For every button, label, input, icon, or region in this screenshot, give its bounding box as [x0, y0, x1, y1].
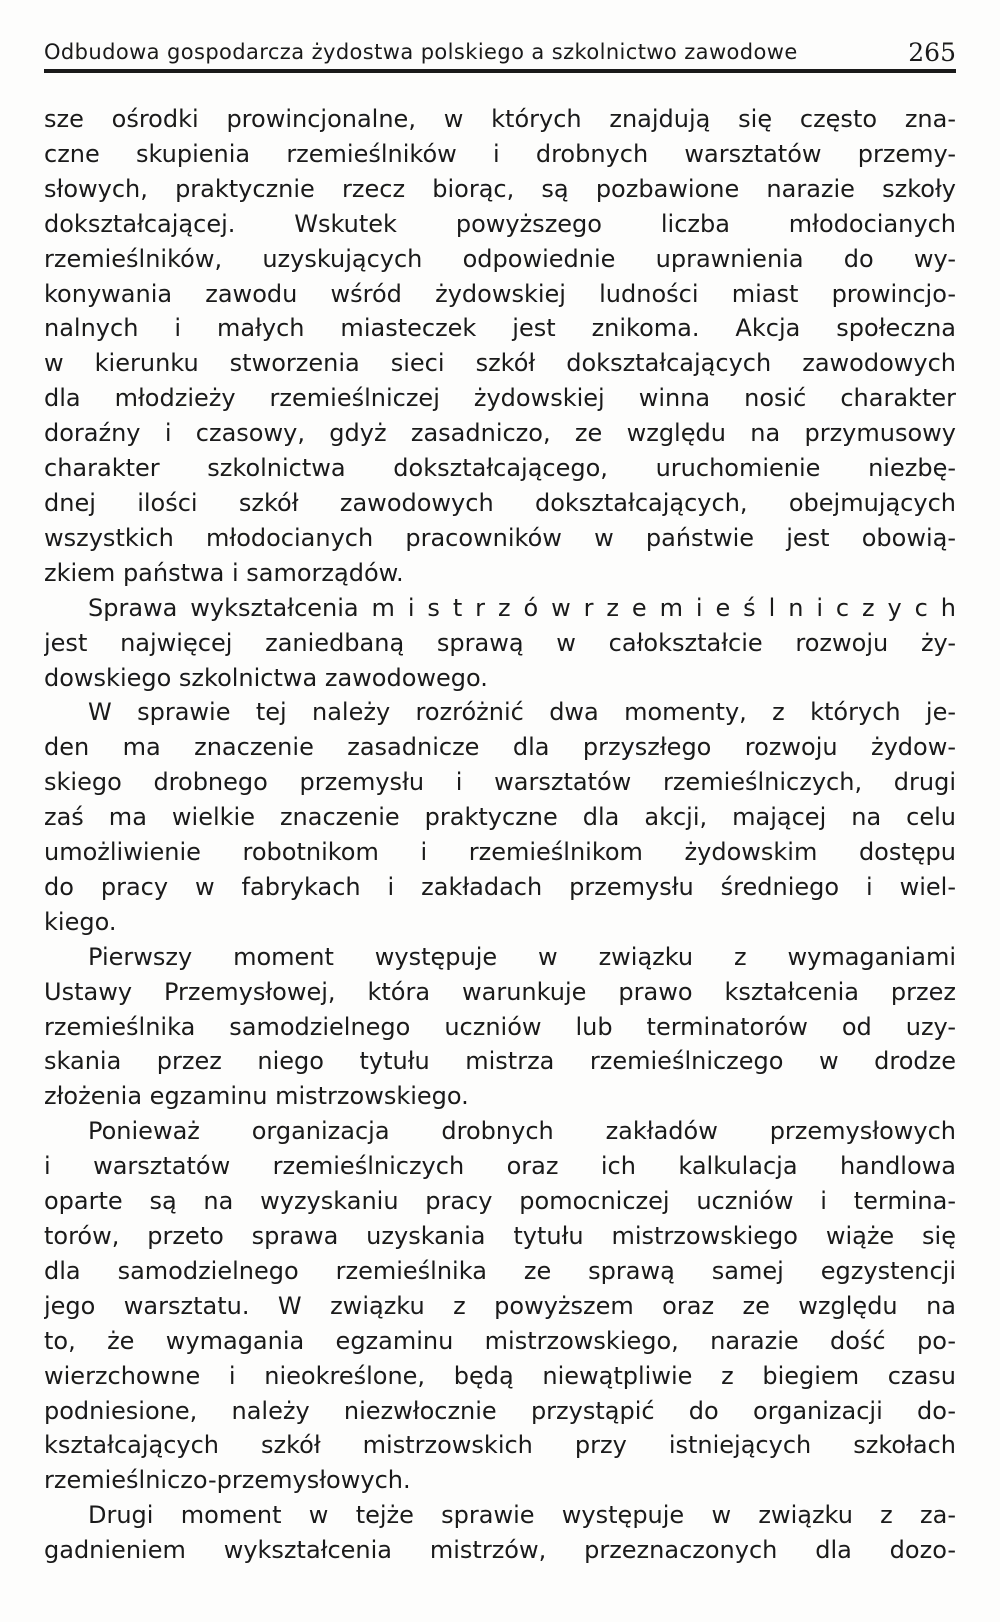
running-title: Odbudowa gospodarcza żydostwa polskiego a szkolnictwo zawodowe	[44, 40, 798, 64]
text-line: rzemieślniczo-przemysłowych.	[44, 1466, 411, 1495]
body-text	[44, 102, 956, 1568]
text-line: to, że wymagania egzaminu mistrzowskiego, narazie dość po-	[44, 1326, 956, 1355]
text-line: skiego drobnego przemysłu i warsztatów rzemieślniczych, drugi	[44, 768, 956, 797]
paragraph-first-line: W sprawie tej należy rozróżnić dwa momenty, z których je-	[88, 698, 956, 727]
text-line: kształcających szkół mistrzowskich przy istniejących szkołach	[44, 1431, 956, 1460]
text-line: słowych, praktycznie rzecz biorąc, są pozbawione narazie szkoły	[44, 174, 956, 203]
text-line: rzemieślnika samodzielnego uczniów lub terminatorów od uzy-	[44, 1012, 956, 1041]
text-line: konywania zawodu wśród żydowskiej ludności miast prowincjo-	[44, 279, 956, 308]
paragraph-first-line: Drugi moment w tejże sprawie występuje w związku z za-	[88, 1501, 956, 1530]
text-line: czne skupienia rzemieślników i drobnych warsztatów przemy-	[44, 139, 956, 168]
text-line: dowskiego szkolnictwa zawodowego.	[44, 663, 488, 692]
text-line: den ma znaczenie zasadnicze dla przyszłego rozwoju żydow-	[44, 733, 956, 762]
running-head	[44, 38, 956, 72]
text-line: i warsztatów rzemieślniczych oraz ich kalkulacja handlowa	[44, 1152, 956, 1181]
text-line: nalnych i małych miasteczek jest znikoma. Akcja społeczna	[44, 314, 956, 343]
text-line: kiego.	[44, 907, 117, 936]
text-line: zaś ma wielkie znaczenie praktyczne dla akcji, mającej na celu	[44, 803, 956, 832]
header-rule	[44, 69, 956, 73]
text-line: sze ośrodki prowincjonalne, w których znajdują się często zna-	[44, 105, 956, 133]
paragraph-first-line: Ponieważ organizacja drobnych zakładów przemysłowych	[88, 1117, 956, 1146]
text-line: gadnieniem wykształcenia mistrzów, przeznaczonych dla dozo-	[44, 1536, 956, 1565]
text-line: złożenia egzaminu mistrzowskiego.	[44, 1082, 469, 1111]
text-line: do pracy w fabrykach i zakładach przemysłu średniego i wiel-	[44, 872, 956, 901]
text-line: zkiem państwa i samorządów.	[44, 558, 404, 587]
text-line: umożliwienie robotnikom i rzemieślnikom żydowskim dostępu	[44, 838, 956, 867]
text-line: podniesione, należy niezwłocznie przystąpić do organizacji do-	[44, 1396, 956, 1425]
text-line: doraźny i czasowy, gdyż zasadniczo, ze względu na przymusowy	[44, 419, 956, 448]
text-line: rzemieślników, uzyskujących odpowiednie uprawnienia do wy-	[44, 244, 956, 273]
paragraph-first-line: Pierwszy moment występuje w związku z wymaganiami	[88, 942, 956, 971]
text-line: dla samodzielnego rzemieślnika ze sprawą samej egzystencji	[44, 1256, 956, 1285]
text-line: jego warsztatu. W związku z powyższem oraz ze względu na	[44, 1291, 956, 1320]
text-line: torów, przeto sprawa uzyskania tytułu mistrzowskiego wiąże się	[44, 1222, 956, 1250]
text-line: oparte są na wyzyskaniu pracy pomocniczej uczniów i termina-	[44, 1187, 956, 1216]
text-line: charakter szkolnictwa dokształcającego, uruchomienie niezbę-	[44, 454, 956, 483]
text-line: dnej ilości szkół zawodowych dokształcających, obejmujących	[44, 488, 956, 517]
text-line: dokształcającej. Wskutek powyższego liczba młodocianych	[44, 209, 956, 238]
text-line: jest najwięcej zaniedbaną sprawą w całokształcie rozwoju ży-	[44, 628, 956, 657]
paragraph-first-line: Sprawa wykształcenia m i s t r z ó w r z e m i e ś l n i c z y c h	[88, 593, 956, 622]
text-line: skania przez niego tytułu mistrza rzemieślniczego w drodze	[44, 1047, 956, 1076]
text-line: dla młodzieży rzemieślniczej żydowskiej winna nosić charakter	[44, 384, 956, 413]
text-line: wszystkich młodocianych pracowników w państwie jest obowią-	[44, 523, 956, 552]
page-number: 265	[908, 38, 956, 67]
text-line: wierzchowne i nieokreślone, będą niewątpliwie z biegiem czasu	[44, 1361, 956, 1390]
text-line: Ustawy Przemysłowej, która warunkuje prawo kształcenia przez	[44, 977, 956, 1006]
text-line: w kierunku stworzenia sieci szkół dokształcających zawodowych	[44, 349, 956, 378]
